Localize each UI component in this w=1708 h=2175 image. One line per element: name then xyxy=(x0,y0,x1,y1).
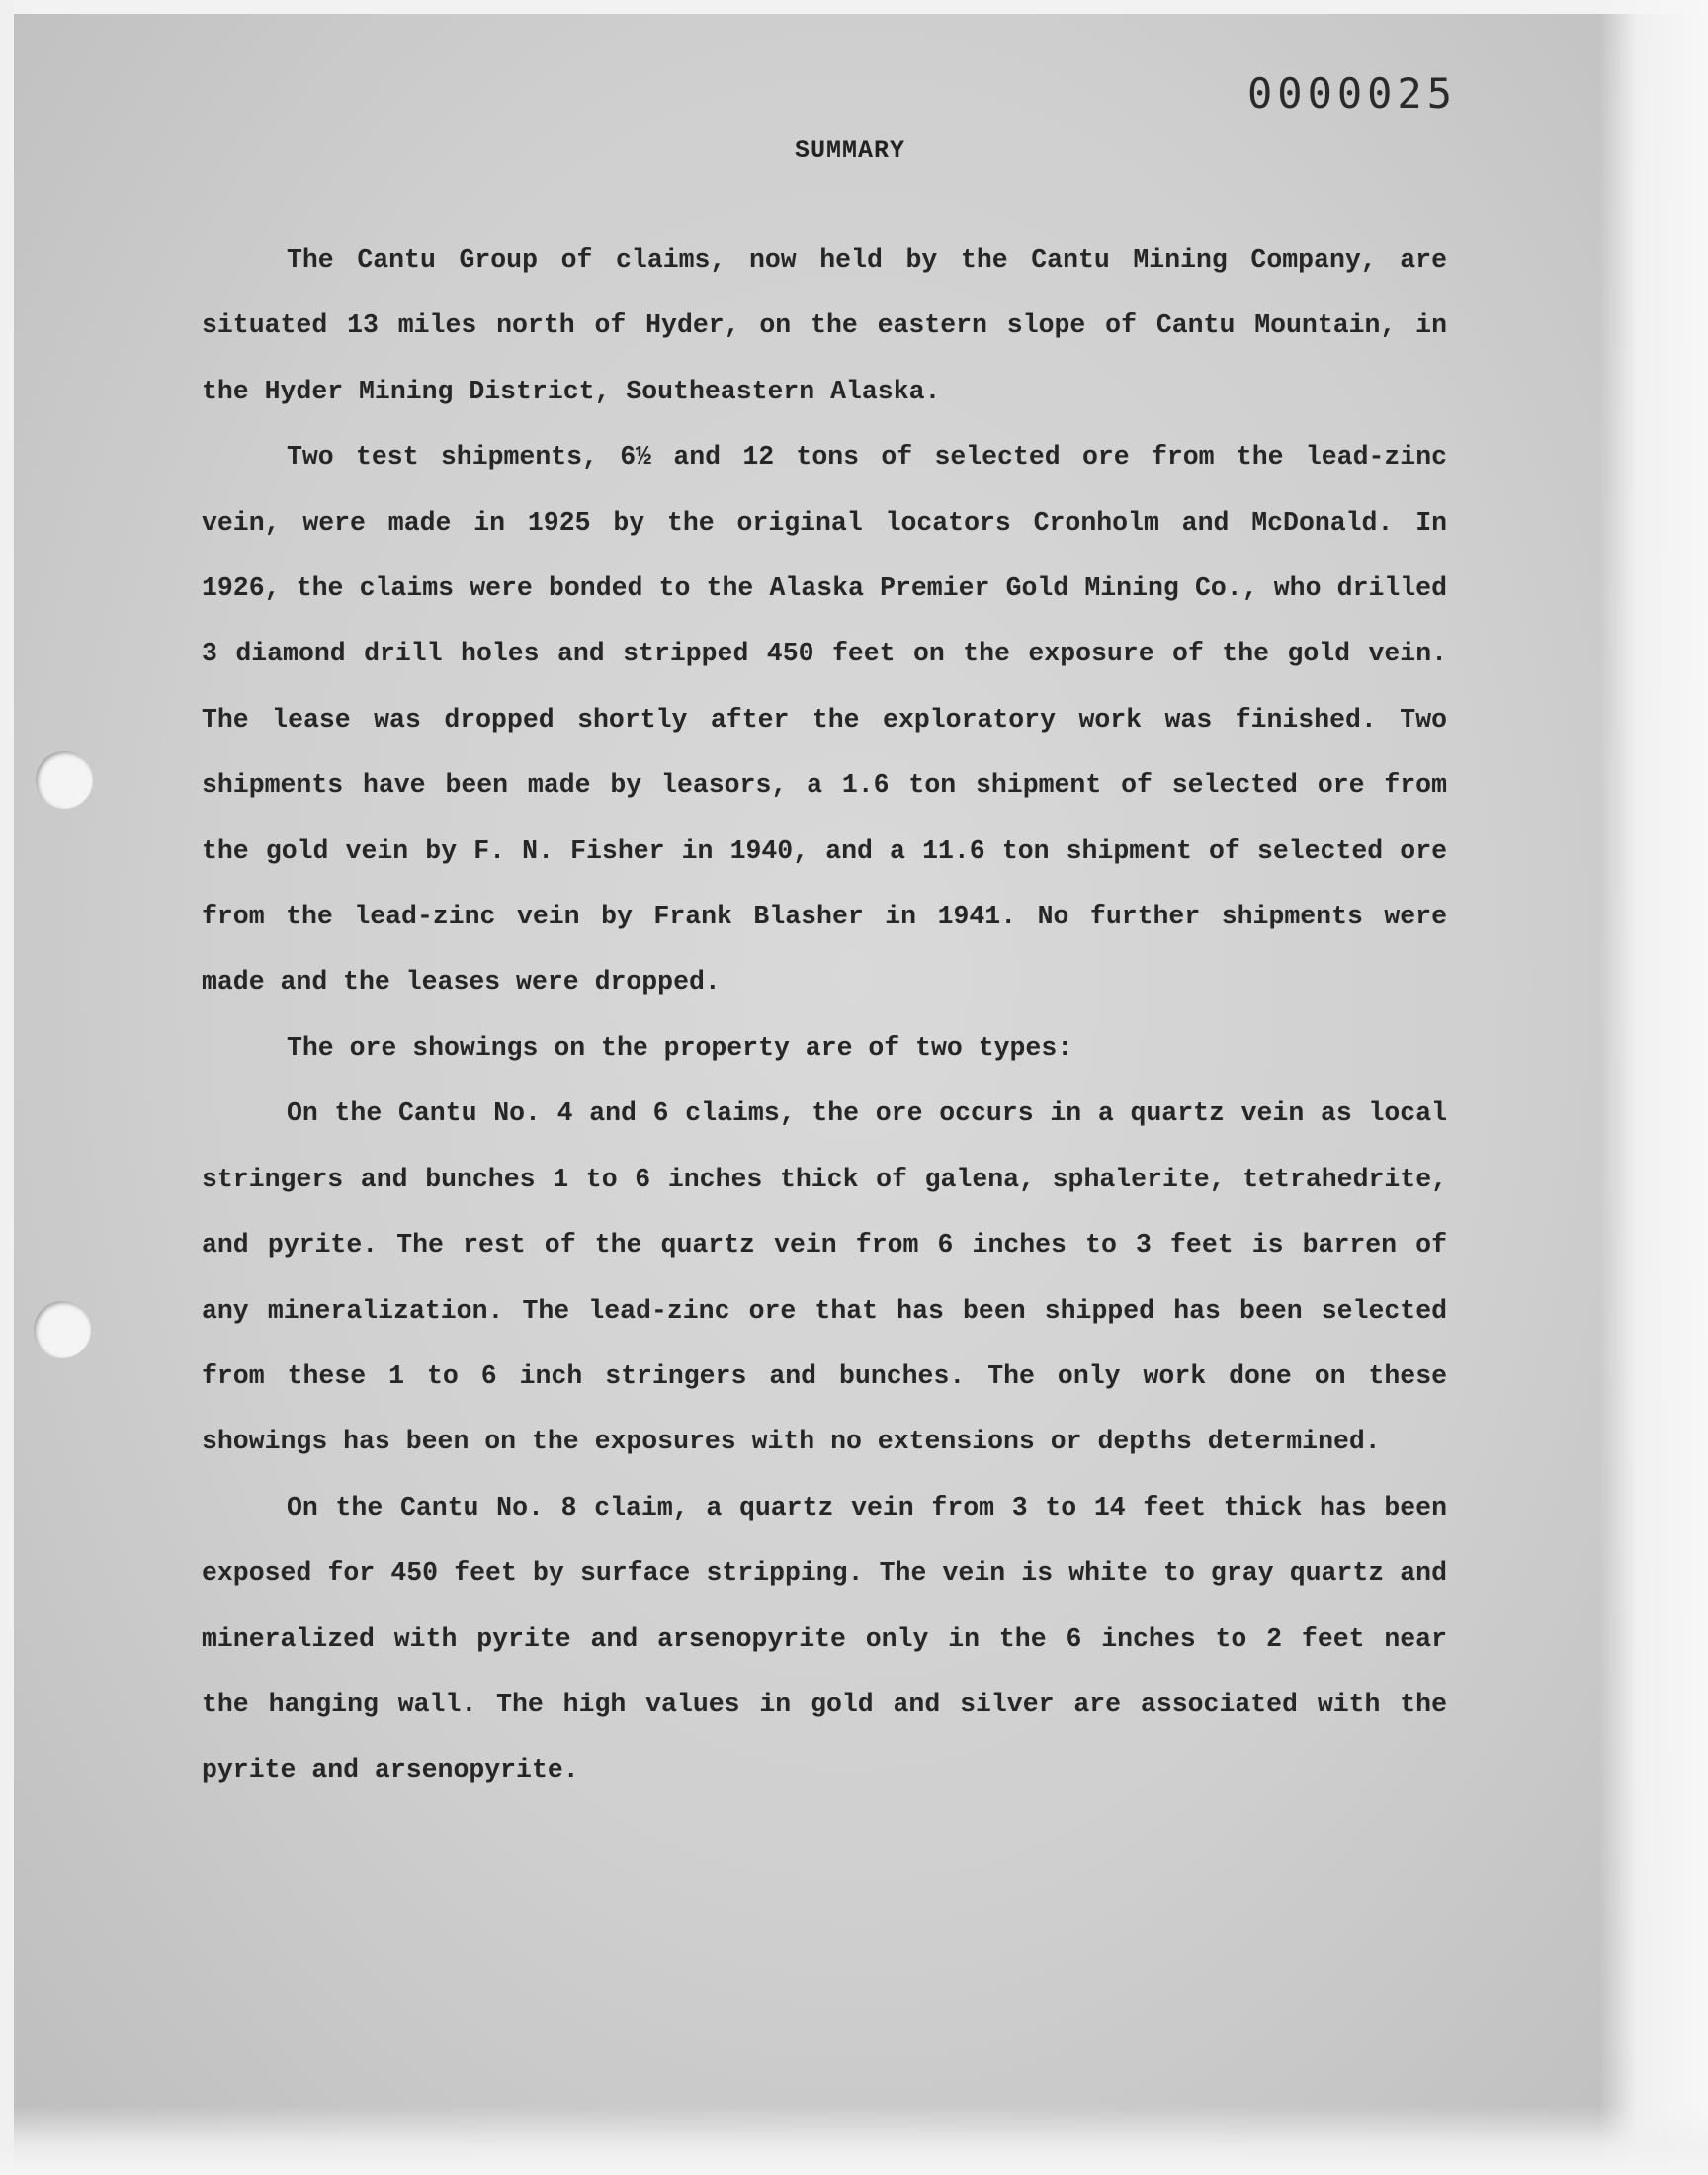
page-edge-right xyxy=(1599,0,1708,2175)
paragraph: The ore showings on the property are of two types: xyxy=(287,1032,1073,1063)
page-edge-top xyxy=(0,0,1708,14)
paragraph: On the Cantu No. 4 and 6 claims, the ore occurs in a quartz vein as local stringers and bunches 1 to 6 inches thick of galena, sphalerite, tetrahedrite, and pyrite. The rest of the quartz vein from 6 inches to 3 feet is barren of any mineralization. The lead-zinc ore that has been shipped has been selected from these 1 to 6 inch stringers and bunches. The only work done on these showings has been on the exposures with no extensions or depths determined. xyxy=(202,1098,1447,1457)
paragraph: The Cantu Group of claims, now held by the Cantu Mining Company, are situated 13 miles north of Hyder, on the eastern slope of Cantu Mountain, in the Hyder Mining District, Southeastern Alaska. xyxy=(202,245,1447,406)
punch-hole xyxy=(34,1301,91,1358)
body-text xyxy=(202,227,1447,1803)
page-edge-left xyxy=(0,0,14,2175)
punch-hole xyxy=(36,751,93,809)
page-title: SUMMARY xyxy=(794,136,906,165)
paragraph: On the Cantu No. 8 claim, a quartz vein from 3 to 14 feet thick has been exposed for 450 feet by surface stripping. The vein is white to gray quartz and mineralized with pyrite and arsenopyrite only in the 6 inches to 2 feet near the hanging wall. The high values in gold and silver are associated with the pyrite and arsenopyrite. xyxy=(202,1492,1447,1785)
page-edge-bottom xyxy=(0,2106,1708,2175)
paragraph: Two test shipments, 6½ and 12 tons of selected ore from the lead-zinc vein, were made in 1925 by the original locators Cronholm and McDonald. In 1926, the claims were bonded to the Alaska Premier Gold Mining Co., who drilled 3 diamond drill holes and stripped 450 feet on the exposure of the gold vein. The lease was dropped shortly after the exploratory work was finished. Two shipments have been made by leasors, a 1.6 ton shipment of selected ore from the gold vein by F. N. Fisher in 1940, and a 11.6 ton shipment of selected ore from the lead-zinc vein by Frank Blasher in 1941. No further shipments were made and the leases were dropped. xyxy=(202,442,1447,998)
page-number: 0000025 xyxy=(1247,69,1458,118)
